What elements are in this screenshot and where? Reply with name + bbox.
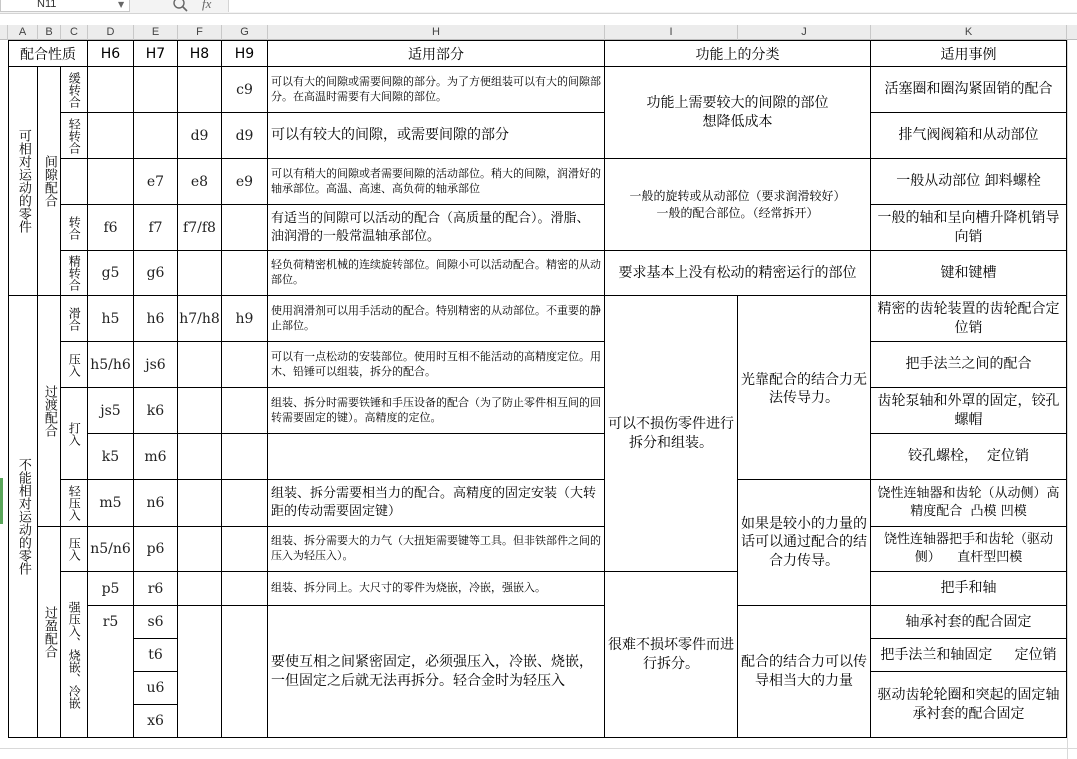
fit-k6[interactable]: k6 [134,388,178,434]
column-header-d[interactable]: D [88,25,134,40]
subtype-press[interactable]: 压入 [61,342,88,388]
functional-large-clearance[interactable]: 功能上需要较大的间隙的部位 想降低成本 [605,67,871,159]
subtype-tap[interactable]: 打入 [61,388,88,480]
fit-cell[interactable] [178,606,222,738]
formula-input[interactable] [228,0,1077,12]
fit-n5-n6[interactable]: n5/n6 [88,527,134,572]
example-cell-8[interactable]: 齿轮泵轴和外罩的固定，铰孔螺帽 [871,388,1067,434]
fit-js5[interactable]: js5 [88,388,134,434]
group-movable[interactable]: 可相对运动的零件 [9,67,38,296]
subtype-slide[interactable]: 滑合 [61,296,88,342]
fit-m6[interactable]: m6 [134,434,178,480]
fit-h5[interactable]: h5 [88,296,134,342]
zoom-icon[interactable] [172,0,190,13]
fit-h9[interactable]: h9 [222,296,268,342]
applicable-cell-1[interactable]: 可以有大的间隙或需要间隙的部分。为了方便组装可以有大的间隙部分。在高温时需要有大间隙的部位。 [268,67,605,113]
applicable-cell-4[interactable]: 有适当的间隙可以活动的配合（高质量的配合）。滑脂、油润滑的一般常温轴承部位。 [268,205,605,251]
example-cell-5[interactable]: 键和键槽 [871,251,1067,296]
subtype-light-press[interactable]: 轻压入 [61,480,88,527]
column-header-a[interactable]: A [8,25,38,40]
column-header-i[interactable]: I [605,25,738,40]
fit-cell[interactable] [88,113,134,159]
fit-f7-f8[interactable]: f7/f8 [178,205,222,251]
fit-f7[interactable]: f7 [134,205,178,251]
subtype-empty[interactable] [61,159,88,205]
subtype-strong-press[interactable]: 强压入、烧嵌、冷嵌 [61,572,88,738]
example-cell-14[interactable]: 把手法兰和轴固定 定位销 [871,639,1067,672]
fit-g5[interactable]: g5 [88,251,134,296]
fit-cell[interactable] [178,434,222,480]
subtype-loose-turn[interactable]: 缓转合 [61,67,88,113]
force-large[interactable]: 配合的结合力可以传导相当大的力量 [738,606,871,738]
fit-d9-h9[interactable]: d9 [222,113,268,159]
select-all-corner[interactable] [0,25,8,40]
fit-d9-h8[interactable]: d9 [178,113,222,159]
header-applicable[interactable]: 适用部分 [268,41,605,67]
fit-h6[interactable]: h6 [134,296,178,342]
fit-cell[interactable] [178,342,222,388]
fit-m5[interactable]: m5 [88,480,134,527]
fit-e9[interactable]: e9 [222,159,268,205]
subtype-light-turn[interactable]: 轻转合 [61,113,88,159]
applicable-cell-6[interactable]: 使用润滑剂可以用手活动的配合。特别精密的从动部位。不重要的静止部位。 [268,296,605,342]
fit-cell[interactable] [178,388,222,434]
example-cell-11[interactable]: 饶性连轴器把手和齿轮（驱动侧） 直杆型凹模 [871,527,1067,572]
column-header-k[interactable]: K [871,25,1067,40]
fit-e8[interactable]: e8 [178,159,222,205]
example-cell-15[interactable]: 驱动齿轮轮圈和突起的固定轴承衬套的配合固定 [871,672,1067,738]
example-cell-7[interactable]: 把手法兰之间的配合 [871,342,1067,388]
fit-f6[interactable]: f6 [88,205,134,251]
header-h8[interactable]: H8 [178,41,222,67]
applicable-cell-9[interactable] [268,434,605,480]
fit-g6[interactable]: g6 [134,251,178,296]
fit-cell[interactable] [178,251,222,296]
fit-x6[interactable]: x6 [134,705,178,738]
fit-cell[interactable] [222,434,268,480]
example-cell-10[interactable]: 饶性连轴器和齿轮（从动侧）高精度配合 凸模 凹模 [871,480,1067,527]
fit-cell[interactable] [134,113,178,159]
applicable-cell-11[interactable]: 组装、拆分需要大的力气（大扭矩需要键等工具。但非铁部件之间的压入为轻压入）。 [268,527,605,572]
fit-p6[interactable]: p6 [134,527,178,572]
spreadsheet-grid [0,40,1077,759]
example-cell-4[interactable]: 一般的轴和呈向槽升降机销导向销 [871,205,1067,251]
column-header-bar [0,25,1077,40]
column-header-e[interactable]: E [134,25,178,40]
header-h6[interactable]: H6 [88,41,134,67]
header-functional[interactable]: 功能上的分类 [605,41,871,67]
applicable-cell-12[interactable]: 组装、拆分同上。大尺寸的零件为烧嵌，冷嵌，强嵌入。 [268,572,605,606]
example-cell-13[interactable]: 轴承衬套的配合固定 [871,606,1067,639]
fit-cell[interactable] [88,67,134,113]
fit-js6[interactable]: js6 [134,342,178,388]
example-cell-3[interactable]: 一般从动部位 卸料螺栓 [871,159,1067,205]
fit-cell[interactable] [222,342,268,388]
example-cell-1[interactable]: 活塞圈和圈沟紧固销的配合 [871,67,1067,113]
functional-precise[interactable]: 要求基本上没有松动的精密运行的部位 [605,251,871,296]
applicable-cell-13[interactable]: 要使互相之间紧密固定，必须强压入，冷嵌、烧嵌，一但固定之后就无法再拆分。轻合金时为轻压入 [268,606,605,738]
fit-cell[interactable] [222,480,268,527]
fit-cell[interactable] [134,67,178,113]
category-clearance[interactable]: 间隙配合 [38,67,61,296]
fit-cell[interactable] [222,527,268,572]
header-examples[interactable]: 适用事例 [871,41,1067,67]
group-fixed[interactable]: 不能相对运动的零件 [9,296,38,738]
functional-hard-to-detach[interactable]: 很难不损坏零件而进行拆分。 [605,572,738,738]
fit-u6[interactable]: u6 [134,672,178,705]
fit-cell[interactable] [222,388,268,434]
fit-cell[interactable] [222,205,268,251]
column-header-g[interactable]: G [222,25,268,40]
fit-cell[interactable] [178,527,222,572]
header-nature[interactable]: 配合性质 [9,41,88,67]
gridline [1067,40,1068,759]
fit-k5[interactable]: k5 [88,434,134,480]
subtype-precise-turn[interactable]: 精转合 [61,251,88,296]
header-h7[interactable]: H7 [134,41,178,67]
column-header-b[interactable]: B [38,25,61,40]
fit-r5[interactable]: r5 [88,606,134,738]
applicable-cell-10[interactable]: 组装、拆分需要相当力的配合。高精度的固定安装（大转距的传动需要固定键） [268,480,605,527]
functional-detachable[interactable]: 可以不损伤零件进行拆分和组装。 [605,296,738,572]
applicable-cell-7[interactable]: 可以有一点松动的安装部位。使用时互相不能活动的高精度定位。用木、铅锤可以组装，拆分的配合。 [268,342,605,388]
fit-cell[interactable] [178,480,222,527]
applicable-cell-8[interactable]: 组装、拆分时需要铁锤和手压设备的配合（为了防止零件相互间的回转需要固定的键）。高精度的定位。 [268,388,605,434]
column-header-h[interactable]: H [268,25,605,40]
fit-cell[interactable] [178,67,222,113]
example-cell-6[interactable]: 精密的齿轮装置的齿轮配合定位销 [871,296,1067,342]
fit-cell[interactable] [222,606,268,738]
category-transition[interactable]: 过渡配合 [38,296,61,527]
fit-c9[interactable]: c9 [222,67,268,113]
formula-bar [0,0,1077,14]
subtype-press-interference[interactable]: 压入 [61,527,88,572]
fit-cell[interactable] [222,572,268,606]
column-header-j[interactable]: J [738,25,871,40]
fit-n6[interactable]: n6 [134,480,178,527]
example-cell-9[interactable]: 铰孔螺栓， 定位销 [871,434,1067,480]
force-none[interactable]: 光靠配合的结合力无法传导力。 [738,296,871,480]
header-h9[interactable]: H9 [222,41,268,67]
force-small[interactable]: 如果是较小的力量的话可以通过配合的结合力传导。 [738,480,871,606]
fx-icon[interactable]: fx [202,0,212,11]
category-interference[interactable]: 过盈配合 [38,527,61,738]
fit-h7-h8[interactable]: h7/h8 [178,296,222,342]
column-header-c[interactable]: C [61,25,88,40]
fit-t6[interactable]: t6 [134,639,178,672]
fit-cell[interactable] [88,159,134,205]
applicable-cell-3[interactable]: 可以有稍大的间隙或者需要间隙的活动部位。稍大的间隙，润滑好的轴承部位。高温、高速、高负荷的轴承部位 [268,159,605,205]
example-cell-2[interactable]: 排气阀阀箱和从动部位 [871,113,1067,159]
column-header-f[interactable]: F [178,25,222,40]
name-box[interactable]: N11 [0,0,130,12]
applicable-cell-5[interactable]: 轻负荷精密机械的连续旋转部位。间隙小可以活动配合。精密的从动部位。 [268,251,605,296]
chevron-down-icon[interactable]: ▼ [118,0,125,9]
fit-cell[interactable] [178,572,222,606]
fit-h5-h6[interactable]: h5/h6 [88,342,134,388]
gridline [0,748,1077,749]
applicable-cell-2[interactable]: 可以有较大的间隙，或需要间隙的部分 [268,113,605,159]
subtype-turn[interactable]: 转合 [61,205,88,251]
fit-s6[interactable]: s6 [134,606,178,639]
example-cell-12[interactable]: 把手和轴 [871,572,1067,606]
fit-e7[interactable]: e7 [134,159,178,205]
fit-r6[interactable]: r6 [134,572,178,606]
fit-p5[interactable]: p5 [88,572,134,606]
functional-general-rotation[interactable]: 一般的旋转或从动部位（要求润滑较好） 一般的配合部位。（经常拆开） [605,159,871,251]
fit-cell[interactable] [222,251,268,296]
